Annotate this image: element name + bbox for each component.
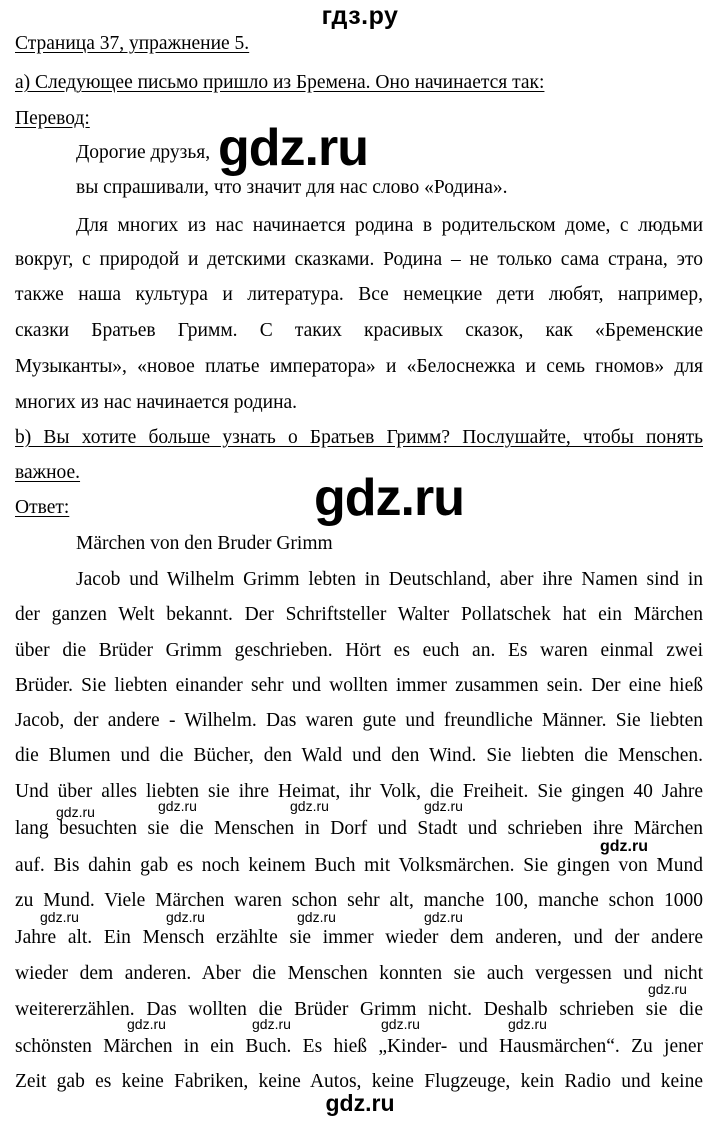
watermark-logo: gdz.ru — [314, 469, 464, 527]
answer-line: Jacob und Wilhelm Grimm lebten in Deutschland, aber ihre Namen sind in — [76, 569, 703, 590]
watermark-small: gdz.ru — [381, 1016, 420, 1032]
footer-site: gdz.ru — [325, 1090, 395, 1116]
watermark-small: gdz.ru — [40, 909, 79, 925]
answer-line: Und über alles liebten sie ihre Heimat, ihr Volk, die Freiheit. Sie gingen 40 Jahre — [15, 781, 703, 802]
watermark-small: gdz.ru — [127, 1016, 166, 1032]
translation-line: Дорогие друзья, — [76, 142, 211, 163]
answer-line: der ganzen Welt bekannt. Der Schriftsteller Walter Pollatschek hat ein Märchen — [15, 604, 703, 625]
task-b-prompt: важное. — [15, 462, 81, 483]
answer-title: Märchen von den Bruder Grimm — [76, 533, 333, 554]
watermark-small: gdz.ru — [290, 798, 329, 814]
task-a-prompt: а) Следующее письмо пришло из Бремена. Оно начинается так: — [15, 72, 545, 93]
exercise-title: Страница 37, упражнение 5. — [15, 33, 250, 54]
answer-line: Jacob, der andere - Wilhelm. Das waren gute und freundliche Männer. Sie liebten — [15, 710, 703, 731]
answer-line: über die Brüder Grimm geschrieben. Hört es euch an. Es waren einmal zwei — [15, 640, 703, 661]
answer-line: wieder dem anderen. Aber die Menschen konnten sie auch vergessen und nicht — [15, 963, 703, 984]
answer-line: auf. Bis dahin gab es noch keinem Buch mit Volksmärchen. Sie gingen von Mund — [15, 855, 703, 876]
answer-line: zu Mund. Viele Märchen waren schon sehr alt, manche 100, manche schon 1000 — [15, 890, 703, 911]
watermark-logo: gdz.ru — [218, 119, 368, 177]
answer-line: weitererzählen. Das wollten die Brüder Grimm nicht. Deshalb schrieben sie die — [15, 999, 703, 1020]
watermark-small: gdz.ru — [297, 909, 336, 925]
answer-line: schönsten Märchen in ein Buch. Es hieß „Kinder- und Hausmärchen“. Zu jener — [15, 1036, 703, 1057]
watermark-small: gdz.ru — [166, 909, 205, 925]
watermark-small: gdz.ru — [158, 798, 197, 814]
translation-line: сказки Братьев Гримм. С таких красивых сказок, как «Бременские — [15, 320, 703, 341]
translation-line: Для многих из нас начинается родина в родительском доме, с людьми — [76, 215, 703, 236]
answer-label: Ответ: — [15, 497, 70, 518]
answer-line: Brüder. Sie liebten einander sehr und wollten immer zusammen sein. Der eine hieß — [15, 675, 703, 696]
translation-line: многих из нас начинается родина. — [15, 392, 298, 413]
translation-line: Музыканты», «новое платье императора» и «Белоснежка и семь гномов» для — [15, 356, 703, 377]
watermark-small: gdz.ru — [424, 909, 463, 925]
task-b-prompt: b) Вы хотите больше узнать о Братьев Гримм? Послушайте, чтобы понять — [15, 427, 703, 448]
translation-line: также наша культура и литература. Все немецкие дети любят, например, — [15, 284, 703, 305]
translation-line: вокруг, с природой и детскими сказками. Родина – не только сама страна, это — [15, 249, 703, 270]
answer-line: Zeit gab es keine Fabriken, keine Autos, keine Flugzeuge, kein Radio und keine — [15, 1071, 703, 1092]
watermark-small: gdz.ru — [56, 804, 95, 820]
translation-label: Перевод: — [15, 108, 90, 129]
answer-line: lang besuchten sie die Menschen in Dorf und Stadt und schrieben ihre Märchen — [15, 818, 703, 839]
translation-line: вы спрашивали, что значит для нас слово «Родина». — [76, 177, 508, 198]
watermark-small: gdz.ru — [252, 1016, 291, 1032]
site-title: гдз.ру — [321, 2, 399, 30]
watermark-small: gdz.ru — [424, 798, 463, 814]
answer-line: Jahre alt. Ein Mensch erzählte sie immer wieder dem anderen, und der andere — [15, 927, 703, 948]
watermark-small: gdz.ru — [648, 981, 687, 997]
watermark-small: gdz.ru — [600, 838, 648, 855]
answer-line: die Blumen und die Bücher, den Wald und den Wind. Sie liebten die Menschen. — [15, 745, 703, 766]
watermark-small: gdz.ru — [508, 1016, 547, 1032]
